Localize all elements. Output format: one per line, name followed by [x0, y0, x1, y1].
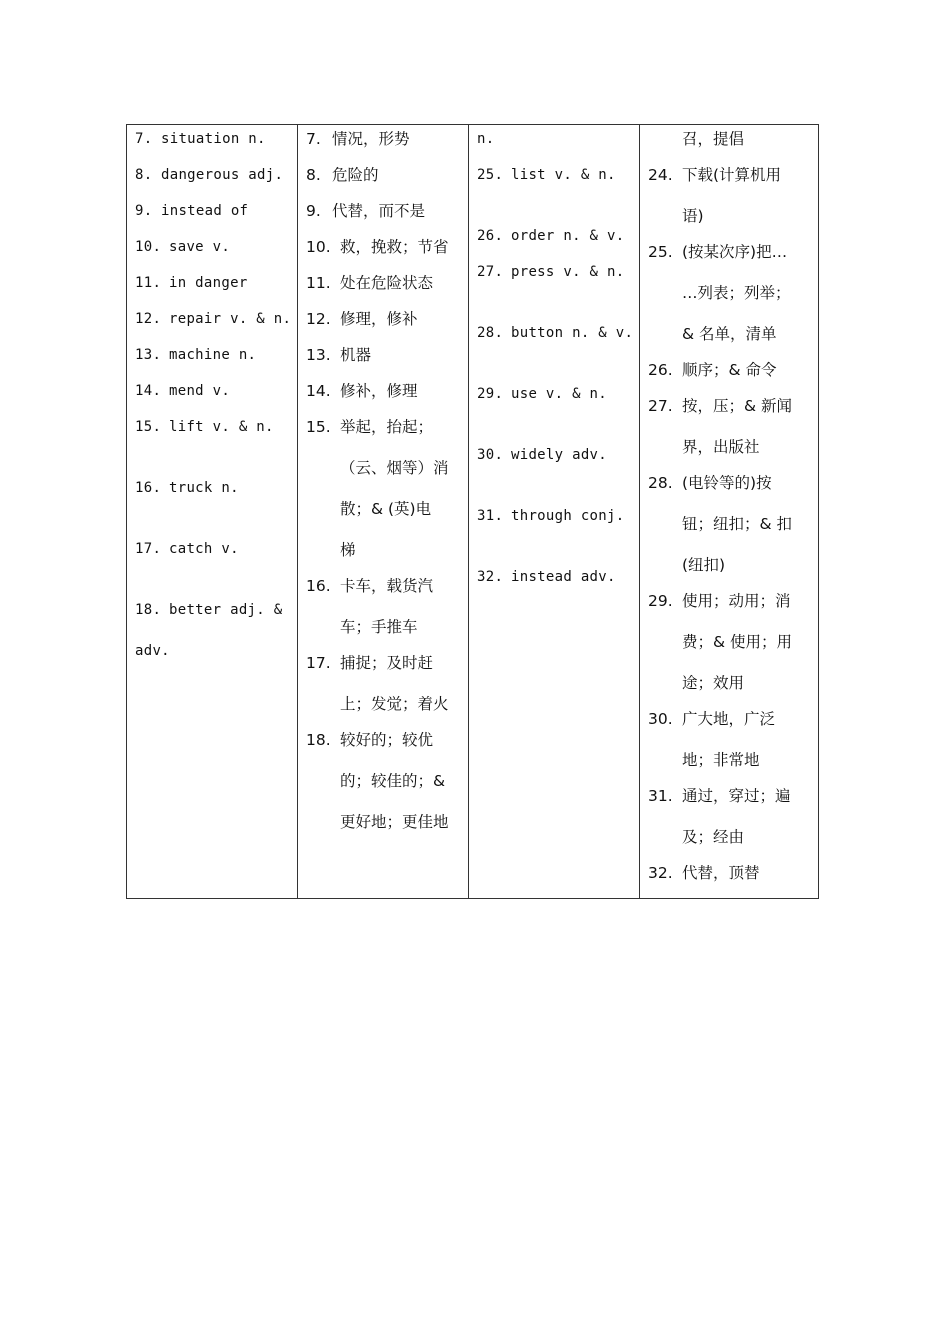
english-entry-line: [135, 165, 283, 185]
english-entry-line: [477, 165, 616, 185]
english-entry-line: [135, 345, 256, 365]
entry-text: …列表；列举；: [682, 284, 791, 302]
entry-text: 上；发觉；着火: [340, 695, 449, 713]
chinese-entry-line: [306, 165, 379, 185]
entry-text: save v.: [169, 239, 231, 255]
chinese-entry-line: [340, 771, 445, 791]
entry-text: 处在危险状态: [340, 274, 434, 292]
entry-number: 10.: [135, 239, 162, 255]
entry-text: n.: [477, 131, 495, 147]
entry-number: 25.: [477, 167, 504, 183]
chinese-entry-line: [682, 324, 777, 344]
chinese-entry-line: [306, 381, 418, 401]
chinese-entry-line: [340, 458, 449, 478]
entry-text: 顺序；& 命令: [682, 361, 777, 379]
entry-text: 情况，形势: [332, 130, 410, 148]
entry-text: 更好地；更佳地: [340, 813, 449, 831]
entry-text: 钮；纽扣；& 扣: [682, 515, 793, 533]
chinese-entry-line: [306, 273, 433, 293]
chinese-entry-line: [306, 237, 449, 257]
entry-number: 14.: [135, 383, 162, 399]
entry-text: list v. & n.: [511, 167, 616, 183]
entry-text: instead adv.: [511, 569, 616, 585]
entry-text: 较好的；较优: [340, 731, 434, 749]
english-entry-line: [135, 417, 274, 437]
entry-text: 梯: [340, 541, 356, 559]
chinese-entry-line: [648, 396, 792, 416]
entry-number: 14.: [306, 382, 331, 400]
entry-number: 30.: [477, 447, 504, 463]
chinese-column-2: [640, 125, 819, 899]
entry-text: 救，挽救；节省: [340, 238, 449, 256]
english-entry-line: [135, 539, 239, 559]
chinese-entry-line: [682, 437, 760, 457]
english-entry-line: [135, 237, 230, 257]
chinese-entry-line: [306, 129, 410, 149]
entry-text: situation n.: [161, 131, 266, 147]
entry-text: （云、烟等）消: [340, 459, 449, 477]
entry-text: catch v.: [169, 541, 239, 557]
english-entry-line: [135, 129, 266, 149]
entry-number: 26.: [477, 228, 504, 244]
entry-text: 费；& 使用；用: [682, 633, 793, 651]
entry-text: 机器: [340, 346, 372, 364]
chinese-entry-line: [648, 242, 787, 262]
entry-text: 的；较佳的；&: [340, 772, 446, 790]
entry-number: 26.: [648, 361, 673, 379]
entry-number: 12.: [135, 311, 162, 327]
english-entry-line: [477, 129, 494, 149]
entry-text: 地；非常地: [682, 751, 760, 769]
english-entry-line: [477, 384, 607, 404]
entry-text: 途；效用: [682, 674, 745, 692]
entry-text: 危险的: [332, 166, 379, 184]
entry-text: & 名单，清单: [682, 325, 777, 343]
english-column-1: [127, 125, 298, 899]
entry-text: 召，提倡: [682, 130, 745, 148]
entry-text: 车；手推车: [340, 618, 418, 636]
english-entry-line: [135, 309, 291, 329]
entry-text: order n. & v.: [511, 228, 625, 244]
entry-number: 8.: [135, 167, 153, 183]
entry-text: lift v. & n.: [169, 419, 274, 435]
entry-text: machine n.: [169, 347, 257, 363]
entry-number: 32.: [648, 864, 673, 882]
entry-text: 语): [682, 207, 704, 225]
entry-text: 举起，抬起；: [340, 418, 434, 436]
entry-text: repair v. & n.: [169, 311, 292, 327]
table-row: [127, 125, 819, 899]
entry-text: 捕捉；及时赶: [340, 654, 434, 672]
entry-number: 13.: [135, 347, 162, 363]
chinese-entry-line: [648, 473, 772, 493]
entry-number: 18.: [306, 731, 331, 749]
chinese-entry-line: [340, 694, 449, 714]
entry-text: press v. & n.: [511, 264, 625, 280]
entry-number: 9.: [135, 203, 153, 219]
chinese-entry-line: [306, 730, 433, 750]
entry-text: 及；经由: [682, 828, 745, 846]
entry-number: 16.: [135, 480, 162, 496]
entry-number: 9.: [306, 202, 321, 220]
entry-text: (纽扣): [682, 556, 726, 574]
chinese-entry-line: [682, 632, 792, 652]
entry-text: use v. & n.: [511, 386, 608, 402]
entry-number: 12.: [306, 310, 331, 328]
entry-number: 32.: [477, 569, 504, 585]
chinese-entry-line: [682, 555, 725, 575]
chinese-entry-line: [306, 309, 418, 329]
english-entry-line: [477, 506, 624, 526]
entry-text: 修补，修理: [340, 382, 418, 400]
entry-number: 18.: [135, 602, 162, 618]
entry-number: 10.: [306, 238, 331, 256]
chinese-entry-line: [648, 360, 777, 380]
english-entry-line: [135, 641, 170, 661]
entry-text: 通过，穿过；遍: [682, 787, 791, 805]
entry-number: 31.: [477, 508, 504, 524]
entry-text: 使用；动用；消: [682, 592, 791, 610]
entry-text: widely adv.: [511, 447, 608, 463]
entry-text: better adj. &: [169, 602, 283, 618]
chinese-entry-line: [682, 206, 704, 226]
entry-text: instead of: [161, 203, 249, 219]
entry-number: 17.: [306, 654, 331, 672]
entry-text: dangerous adj.: [161, 167, 284, 183]
entry-number: 8.: [306, 166, 321, 184]
chinese-entry-line: [306, 653, 433, 673]
english-entry-line: [135, 478, 239, 498]
chinese-entry-line: [648, 709, 775, 729]
entry-number: 29.: [477, 386, 504, 402]
entry-number: 15.: [306, 418, 331, 436]
chinese-entry-line: [682, 283, 791, 303]
english-entry-line: [477, 567, 616, 587]
entry-number: 7.: [135, 131, 153, 147]
vocabulary-table: [126, 124, 819, 899]
chinese-entry-line: [306, 345, 371, 365]
entry-text: (电铃等的)按: [682, 474, 772, 492]
chinese-entry-line: [648, 165, 781, 185]
entry-text: adv.: [135, 643, 170, 659]
chinese-entry-line: [682, 750, 760, 770]
english-entry-line: [477, 226, 624, 246]
entry-text: 卡车，载货汽: [340, 577, 434, 595]
chinese-entry-line: [340, 617, 418, 637]
entry-number: 11.: [306, 274, 331, 292]
chinese-entry-line: [682, 673, 744, 693]
chinese-entry-line: [648, 863, 760, 883]
chinese-entry-line: [340, 499, 431, 519]
entry-text: 散；& (英)电: [340, 500, 432, 518]
english-entry-line: [135, 600, 282, 620]
chinese-entry-line: [682, 827, 744, 847]
english-entry-line: [135, 273, 248, 293]
entry-text: 下载(计算机用: [682, 166, 782, 184]
english-column-2: [469, 125, 640, 899]
entry-number: 28.: [477, 325, 504, 341]
entry-number: 29.: [648, 592, 673, 610]
english-entry-line: [477, 262, 624, 282]
english-entry-line: [477, 323, 633, 343]
entry-text: through conj.: [511, 508, 625, 524]
entry-number: 31.: [648, 787, 673, 805]
entry-text: button n. & v.: [511, 325, 634, 341]
chinese-entry-line: [682, 514, 792, 534]
entry-text: 代替，而不是: [332, 202, 426, 220]
entry-number: 27.: [648, 397, 673, 415]
entry-text: truck n.: [169, 480, 239, 496]
entry-text: mend v.: [169, 383, 231, 399]
chinese-entry-line: [306, 417, 433, 437]
entry-text: in danger: [169, 275, 248, 291]
entry-text: (按某次序)把…: [682, 243, 788, 261]
english-entry-line: [135, 381, 230, 401]
entry-number: 16.: [306, 577, 331, 595]
entry-number: 17.: [135, 541, 162, 557]
entry-text: 界，出版社: [682, 438, 760, 456]
entry-text: 代替，顶替: [682, 864, 760, 882]
chinese-entry-line: [682, 129, 744, 149]
entry-text: 广大地，广泛: [682, 710, 776, 728]
chinese-entry-line: [648, 786, 791, 806]
chinese-entry-line: [306, 576, 433, 596]
entry-number: 15.: [135, 419, 162, 435]
entry-number: 7.: [306, 130, 321, 148]
chinese-entry-line: [306, 201, 425, 221]
entry-number: 30.: [648, 710, 673, 728]
english-entry-line: [135, 201, 248, 221]
entry-number: 24.: [648, 166, 673, 184]
entry-text: 修理，修补: [340, 310, 418, 328]
chinese-entry-line: [340, 540, 356, 560]
entry-text: 按，压；& 新闻: [682, 397, 793, 415]
entry-number: 28.: [648, 474, 673, 492]
entry-number: 13.: [306, 346, 331, 364]
chinese-entry-line: [648, 591, 791, 611]
entry-number: 27.: [477, 264, 504, 280]
chinese-column-1: [298, 125, 469, 899]
chinese-entry-line: [340, 812, 449, 832]
entry-number: 25.: [648, 243, 673, 261]
entry-number: 11.: [135, 275, 162, 291]
english-entry-line: [477, 445, 607, 465]
